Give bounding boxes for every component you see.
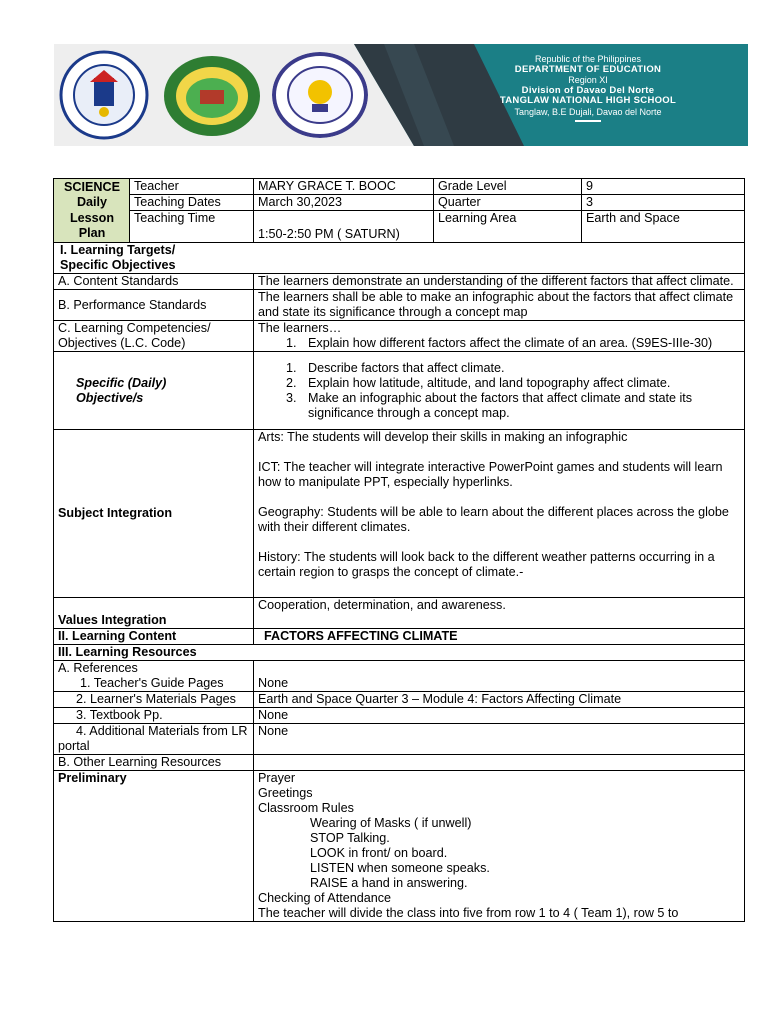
additional-materials-label — [54, 724, 254, 755]
performance-standards-value: The learners shall be able to make an infographic about the factors that affect climate and state its significance through a concept map — [254, 290, 745, 321]
values-integration-value: Cooperation, determination, and awareness. — [254, 598, 745, 629]
learners-materials-label — [54, 692, 254, 708]
grade-level-label: Grade Level — [434, 179, 582, 195]
specific-objectives-label — [54, 352, 254, 430]
list-item: STOP Talking. — [310, 831, 390, 845]
table-row — [54, 771, 745, 922]
other-resources-value — [254, 755, 745, 771]
table-row — [54, 430, 745, 598]
table-row — [54, 290, 745, 321]
table-row — [54, 598, 745, 629]
integration-history: History: The students will look back to the different weather patterns occurring in a certain region to grasps the concept of climate.- — [258, 550, 715, 579]
learning-targets-text: I. Learning Targets/ Specific Objectives — [60, 243, 176, 272]
competencies-list — [258, 336, 741, 351]
specific-objectives-text: Specific (Daily) Objective/s — [76, 375, 167, 405]
table-row — [54, 179, 745, 195]
table-row — [54, 352, 745, 430]
competencies-intro: The learners… — [258, 321, 342, 335]
header-banner — [54, 44, 748, 146]
specific-objectives-value — [254, 352, 745, 430]
deped-seal-icon — [58, 50, 150, 140]
tanglaw-nhs-seal-icon — [272, 52, 368, 138]
table-row — [54, 661, 745, 692]
table-row — [54, 755, 745, 771]
additional-materials-value: None — [254, 724, 745, 755]
table-row — [54, 708, 745, 724]
prayer-text: Prayer — [258, 771, 296, 785]
banner-department: DEPARTMENT OF EDUCATION — [514, 63, 662, 75]
list-item: 1. Describe factors that affect climate. — [300, 361, 741, 376]
list-item: 2. Explain how latitude, altitude, and land topography affect climate. — [300, 376, 741, 391]
class-division-text: The teacher will divide the class into five from row 1 to 4 ( Team 1), row 5 to — [258, 906, 679, 920]
plan-title: SCIENCE Daily Lesson Plan — [54, 179, 130, 243]
specific-objectives-list — [258, 361, 741, 421]
learning-content-value: FACTORS AFFECTING CLIMATE — [254, 629, 745, 645]
attendance-text: Checking of Attendance — [258, 891, 392, 905]
integration-ict: ICT: The teacher will integrate interactive PowerPoint games and students will learn how to manipulate PPT, especially hyperlinks. — [258, 460, 723, 489]
teachers-guide-value: None — [254, 661, 745, 692]
performance-standards-label: B. Performance Standards — [54, 290, 254, 321]
teacher-label: Teacher — [130, 179, 254, 195]
content-standards-label: A. Content Standards — [54, 274, 254, 290]
table-row — [54, 724, 745, 755]
list-item: Wearing of Masks ( if unwell) — [310, 816, 472, 830]
subject-integration-label: Subject Integration — [54, 430, 254, 598]
lesson-plan-table — [53, 178, 745, 922]
greetings-text: Greetings — [258, 786, 313, 800]
table-row — [54, 274, 745, 290]
content-standards-value: The learners demonstrate an understanding of the different factors that affect climate. — [254, 274, 745, 290]
other-resources-label: B. Other Learning Resources — [54, 755, 254, 771]
additional-materials-text: 4. Additional Materials from LR portal — [58, 724, 248, 753]
learning-area-value: Earth and Space — [582, 211, 745, 243]
learning-content-label: II. Learning Content — [54, 629, 254, 645]
list-item: 3. Make an infographic about the factors that affect climate and state its significance through a concept map. — [300, 391, 741, 421]
table-row — [54, 645, 745, 661]
table-row — [54, 321, 745, 352]
learning-resources-heading: III. Learning Resources — [54, 645, 745, 661]
list-item: LISTEN when someone speaks. — [310, 861, 490, 875]
banner-region: Region XI — [568, 75, 608, 85]
learning-targets-heading — [54, 243, 745, 274]
classroom-rules-list — [258, 816, 741, 891]
division-davao-norte-seal-icon — [162, 54, 262, 138]
list-item: LOOK in front/ on board. — [310, 846, 448, 860]
teachers-guide-label: 1. Teacher's Guide Pages — [80, 676, 224, 690]
teaching-dates-label: Teaching Dates — [130, 195, 254, 211]
banner-division: Division of Davao Del Norte — [521, 84, 655, 96]
table-row — [54, 629, 745, 645]
values-integration-label: Values Integration — [54, 598, 254, 629]
textbook-label: 3. Textbook Pp. — [54, 708, 254, 724]
banner-school: TANGLAW NATIONAL HIGH SCHOOL — [499, 95, 677, 106]
learning-area-label: Learning Area — [434, 211, 582, 243]
table-row — [54, 211, 745, 243]
quarter-label: Quarter — [434, 195, 582, 211]
integration-geography: Geography: Students will be able to learn about the different places across the globe with their different climates. — [258, 505, 729, 534]
references-label — [54, 661, 254, 692]
quarter-value: 3 — [582, 195, 745, 211]
list-item: RAISE a hand in answering. — [310, 876, 468, 890]
banner-underline — [575, 120, 601, 122]
banner-address: Tanglaw, B.E Dujali, Davao del Norte — [514, 106, 662, 117]
table-row — [54, 195, 745, 211]
teacher-value: MARY GRACE T. BOOC — [254, 179, 434, 195]
classroom-rules-title: Classroom Rules — [258, 801, 354, 815]
preliminary-value — [254, 771, 745, 922]
integration-arts: Arts: The students will develop their skills in making an infographic — [258, 430, 628, 444]
subject-integration-value — [254, 430, 745, 598]
competencies-label: C. Learning Competencies/ Objectives (L.C. Code) — [54, 321, 254, 352]
list-item: 1. Explain how different factors affect the climate of an area. (S9ES-IIIe-30) — [300, 336, 741, 351]
references-text: A. References — [58, 661, 138, 675]
learners-materials-text: 2. Learner's Materials Pages — [76, 692, 236, 706]
grade-level-value: 9 — [582, 179, 745, 195]
preliminary-label: Preliminary — [54, 771, 254, 922]
teaching-time-label: Teaching Time — [130, 211, 254, 243]
learners-materials-value: Earth and Space Quarter 3 – Module 4: Factors Affecting Climate — [254, 692, 745, 708]
textbook-value: None — [254, 708, 745, 724]
competencies-value — [254, 321, 745, 352]
table-row — [54, 243, 745, 274]
banner-text — [468, 54, 708, 122]
table-row — [54, 692, 745, 708]
banner-republic: Republic of the Philippines — [534, 54, 642, 64]
teaching-time-value: 1:50-2:50 PM ( SATURN) — [254, 211, 434, 243]
teaching-dates-value: March 30,2023 — [254, 195, 434, 211]
